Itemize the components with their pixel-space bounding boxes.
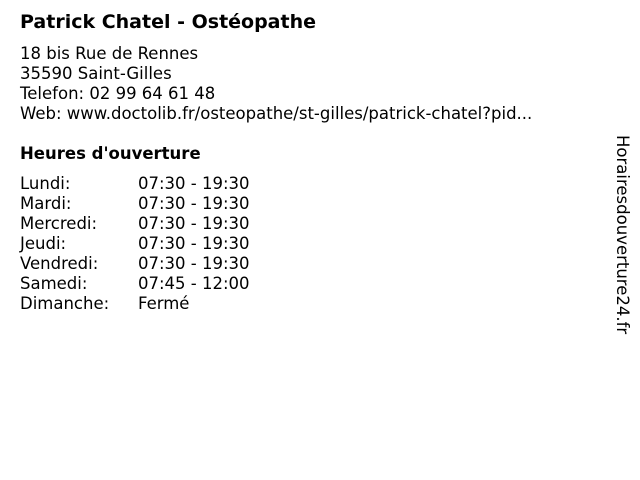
hours-row-sunday <box>20 294 250 314</box>
time-value: 07:30 - 19:30 <box>138 234 250 253</box>
time-value: 07:30 - 19:30 <box>138 214 250 233</box>
opening-hours-table <box>20 174 250 314</box>
opening-hours-heading: Heures d'ouverture <box>20 144 201 163</box>
address-city: 35590 Saint-Gilles <box>20 64 172 83</box>
hours-row-monday <box>20 174 250 194</box>
business-info <box>20 44 532 124</box>
day-label: Mardi: <box>20 194 72 213</box>
day-label: Mercredi: <box>20 214 98 233</box>
day-label: Jeudi: <box>20 234 67 253</box>
day-label: Lundi: <box>20 174 71 193</box>
time-value: 07:30 - 19:30 <box>138 174 250 193</box>
address-street: 18 bis Rue de Rennes <box>20 44 199 63</box>
day-label: Samedi: <box>20 274 88 293</box>
time-value: 07:45 - 12:00 <box>138 274 250 293</box>
time-value: 07:30 - 19:30 <box>138 194 250 213</box>
day-label: Dimanche: <box>20 294 110 313</box>
hours-row-saturday <box>20 274 250 294</box>
hours-row-wednesday <box>20 214 250 234</box>
time-value: Fermé <box>138 294 190 313</box>
hours-row-tuesday <box>20 194 250 214</box>
time-value: 07:30 - 19:30 <box>138 254 250 273</box>
business-title: Patrick Chatel - Ostéopathe <box>20 11 317 33</box>
site-watermark: Horairesdouverture24.fr <box>613 135 632 335</box>
day-label: Vendredi: <box>20 254 99 273</box>
phone-number: Telefon: 02 99 64 61 48 <box>20 84 216 103</box>
hours-row-thursday <box>20 234 250 254</box>
website-link[interactable]: Web: www.doctolib.fr/osteopathe/st-gilles/patrick-chatel?pid... <box>20 104 533 123</box>
hours-row-friday <box>20 254 250 274</box>
